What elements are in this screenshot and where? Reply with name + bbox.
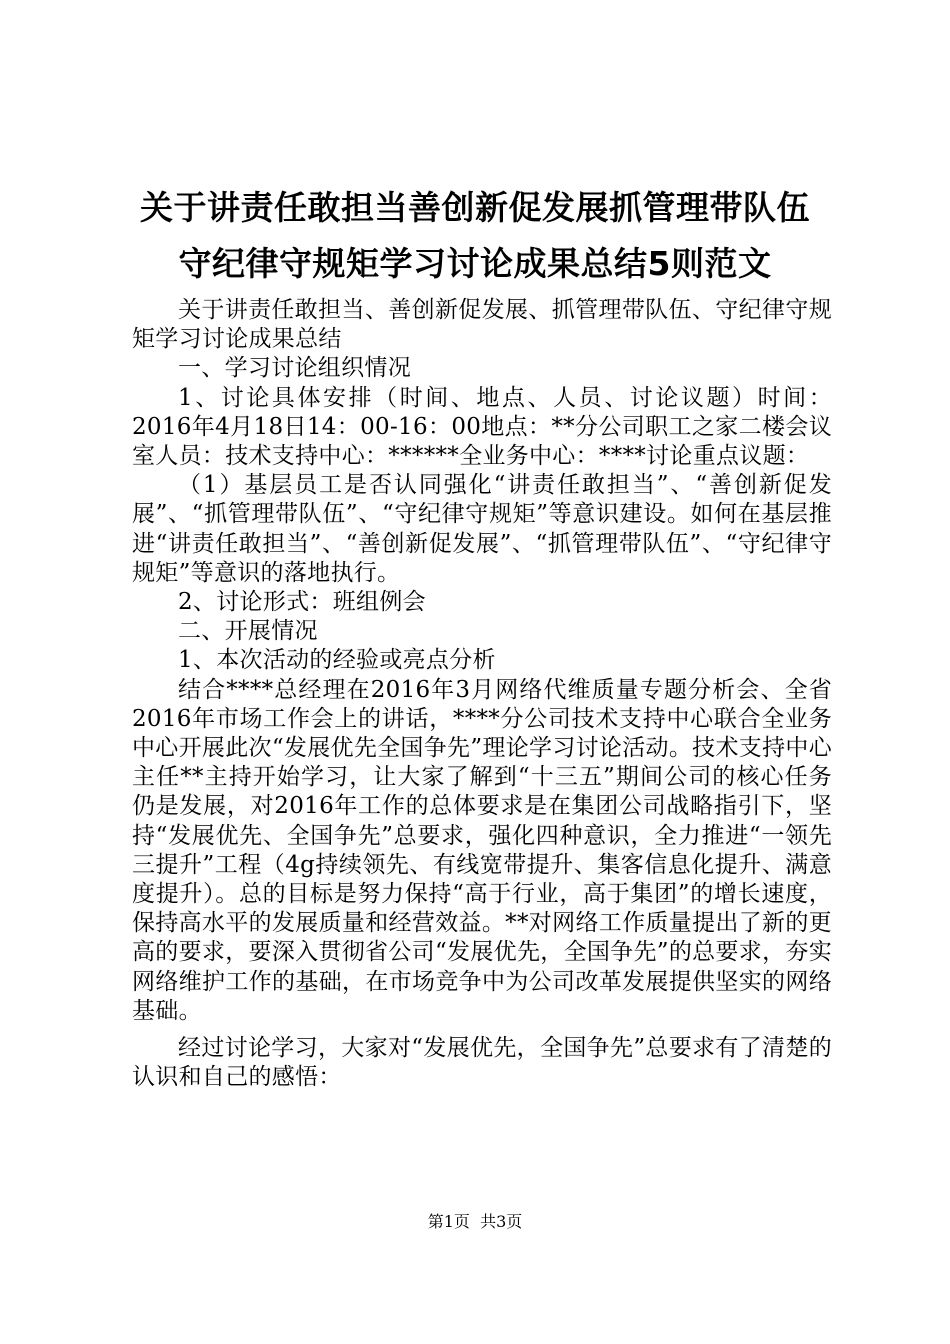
document-title-line-1: 关于讲责任敢担当善创新促发展抓管理带队伍 (140, 188, 810, 227)
heading-subsection-1: 1、本次活动的经验或亮点分析 (178, 647, 496, 674)
paragraph-format: 2、讨论形式：班组例会 (178, 589, 426, 616)
document-body (132, 296, 832, 1092)
paragraph-activity: 结合****总经理在2016年3月网络代维质量专题分析会、全省2016年市场工作会上的讲话，****分公司技术支持中心联合全业务中心开展此次“发展优先全国争先”理论学习讨论活动。技术支持中心主任**主持开始学习，让大家了解到“十三五”期间公司的核心任务仍是发展，对2016年工作的总体要求是在集团公司战略指引下，坚持“发展优先、全国争先”总要求，强化四种意识，全力推进“一领先三提升”工程（4g持续领先、有线宽带提升、集客信息化提升、满意度提升）。总的目标是努力保持“高于行业，高于集团”的增长速度，保持高水平的发展质量和经营效益。**对网络工作质量提出了新的更高的要求，要深入贯彻省公司“发展优先，全国争先”的总要求，夯实网络维护工作的基础，在市场竞争中为公司改革发展提供坚实的网络基础。 (132, 676, 832, 1024)
page-number-footer: 第1页 共3页 (427, 1212, 523, 1231)
heading-section-1: 一、学习讨论组织情况 (178, 355, 411, 382)
paragraph-topic-1: （1）基层员工是否认同强化“讲责任敢担当”、“善创新促发展”、“抓管理带队伍”、“守纪律守规矩”等意识建设。如何在基层推进“讲责任敢担当”、“善创新促发展”、“抓管理带队伍”、“守纪律守规矩”等意识的落地执行。 (132, 472, 832, 586)
paragraph-conclusion: 经过讨论学习，大家对“发展优先，全国争先”总要求有了清楚的认识和自己的感悟： (132, 1035, 832, 1091)
document-title-line-2: 守纪律守规矩学习讨论成果总结5则范文 (178, 244, 772, 283)
paragraph-intro: 关于讲责任敢担当、善创新促发展、抓管理带队伍、守纪律守规矩学习讨论成果总结 (132, 297, 832, 353)
paragraph-arrangement: 1、讨论具体安排（时间、地点、人员、讨论议题）时间：2016年4月18日14：00-16：00地点：**分公司职工之家二楼会议室人员：技术支持中心：******全业务中心：****讨论重点议题： (132, 384, 832, 470)
heading-section-2: 二、开展情况 (178, 618, 318, 645)
